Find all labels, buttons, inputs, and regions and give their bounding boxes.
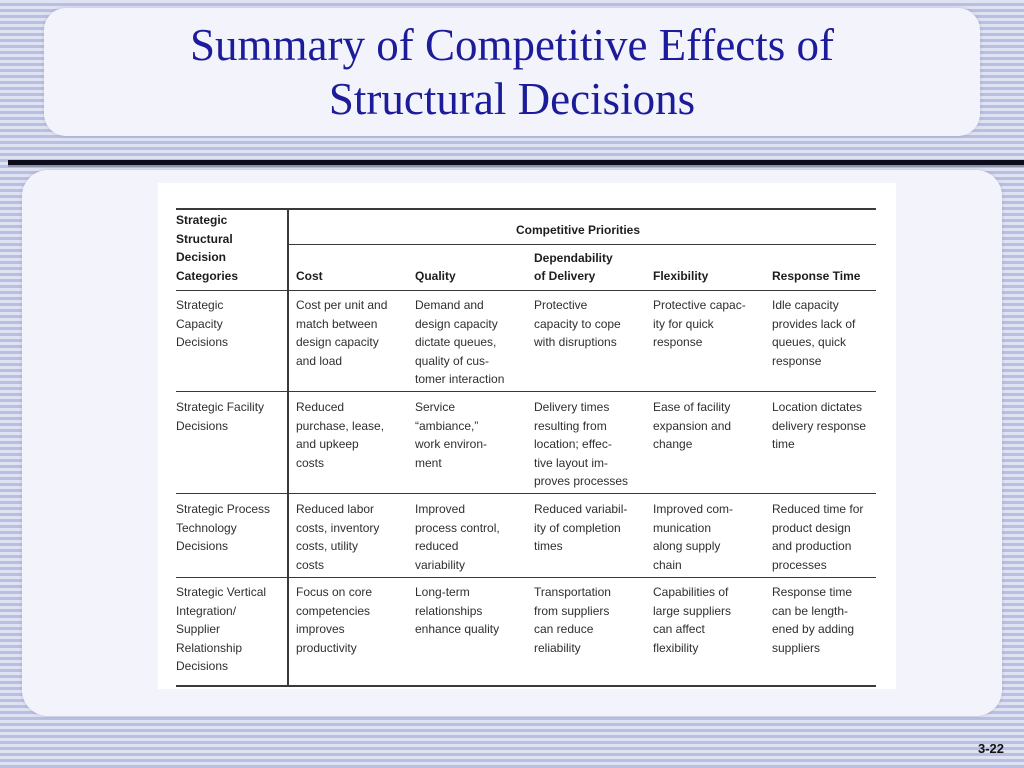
table-cell-line: competencies — [296, 603, 371, 618]
table-cell-line: can reduce — [534, 622, 594, 636]
row-rule-2 — [176, 493, 876, 494]
table-cell-line: Focus on core — [296, 585, 373, 599]
divider-rule-shadow — [8, 165, 1024, 167]
table-cell-line: processes — [772, 557, 827, 572]
table-cell-line: Service — [415, 400, 456, 414]
table-cell-line: productivity — [296, 640, 357, 655]
row-category-line: Decisions — [176, 418, 229, 433]
row-category-line: Decisions — [176, 659, 229, 673]
row-category-line: Strategic — [176, 298, 224, 312]
table-cell-line: chain — [653, 557, 682, 572]
table-cell-line: ment — [415, 455, 442, 470]
table-cell-line: costs — [296, 455, 325, 470]
table-cell-line: design capacity — [415, 316, 498, 331]
column-header-dependability-line-2: of Delivery — [534, 269, 596, 283]
table-cell-line: relationships — [415, 603, 483, 618]
column-header-quality: Quality — [415, 269, 456, 283]
table-cell-line: Protective — [534, 298, 588, 312]
table-cell-line: queues, quick — [772, 335, 847, 349]
title-panel — [44, 8, 980, 136]
priorities-table — [158, 183, 896, 689]
table-cell-line: times — [534, 539, 563, 553]
table-cell-line: Reduced labor — [296, 502, 375, 516]
table-cell-line: flexibility — [653, 640, 699, 655]
table-cell-line: resulting from — [534, 418, 607, 433]
table-cell-line: costs — [296, 557, 325, 572]
table-cell-line: response — [653, 335, 703, 349]
table-cell-line: Improved com- — [653, 502, 734, 516]
table-cell-line: ened by adding — [772, 622, 855, 636]
table-cell-line: change — [653, 437, 693, 451]
table-cell-line: capacity to cope — [534, 316, 621, 331]
table-cell-line: variability — [415, 557, 466, 572]
table-bottom-rule — [176, 685, 876, 687]
table-cell-line: tomer interaction — [415, 372, 505, 386]
category-header-line-3: Decision — [176, 250, 227, 264]
table-cell-line: Reduced variabil- — [534, 502, 628, 516]
table-cell-line: “ambiance,” — [415, 418, 479, 433]
table-cell-line: improves — [296, 622, 345, 636]
table-cell-line: time — [772, 437, 795, 451]
table-cell-line: can be length- — [772, 603, 849, 618]
row-category-line: Supplier — [176, 622, 221, 636]
category-column-rule — [287, 210, 289, 686]
table-cell-line: and load — [296, 353, 343, 368]
table-cell-line: reliability — [534, 640, 581, 655]
slide-title-line-2: Structural Decisions — [328, 74, 696, 124]
table-cell-line: large suppliers — [653, 603, 732, 618]
slide-title — [44, 18, 980, 126]
table-cell-line: along supply — [653, 539, 721, 553]
slide-title-line-1: Summary of Competitive Effects of — [189, 20, 835, 70]
row-category-line: Capacity — [176, 316, 223, 331]
table-cell-line: Delivery times — [534, 400, 610, 414]
row-category-line: Relationship — [176, 640, 243, 655]
category-header-line-1: Strategic — [176, 213, 228, 227]
table-cell-line: match between — [296, 316, 378, 331]
table-cell-line: can affect — [653, 622, 705, 636]
table-cell-line: Idle capacity — [772, 298, 839, 312]
group-header: Competitive Priorities — [516, 223, 641, 237]
group-header-rule — [288, 244, 876, 245]
row-category-line: Technology — [176, 520, 237, 535]
column-header-response-time: Response Time — [772, 269, 861, 283]
row-category-line: Strategic Process — [176, 502, 271, 516]
table-cell-line: Reduced time for — [772, 502, 864, 516]
row-category-line: Integration/ — [176, 603, 237, 618]
table-cell-line: Location dictates — [772, 400, 863, 414]
row-rule-3 — [176, 577, 876, 578]
slide-number: 3-22 — [978, 741, 1005, 756]
table-cell-line: design capacity — [296, 335, 379, 349]
table-cell-line: costs, utility — [296, 539, 359, 553]
table-cell-line: reduced — [415, 539, 459, 553]
header-bottom-rule — [176, 290, 876, 291]
table-cell-line: Ease of facility — [653, 400, 731, 414]
table-cell-line: location; effec- — [534, 437, 612, 451]
category-header-line-4: Categories — [176, 268, 239, 283]
table-cell-line: from suppliers — [534, 603, 610, 618]
table-cell-line: Improved — [415, 502, 466, 516]
table-cell-line: with disruptions — [534, 335, 617, 349]
category-header-line-2: Structural — [176, 231, 233, 246]
table-cell-line: Transportation — [534, 585, 611, 599]
table-cell-line: enhance quality — [415, 622, 500, 636]
row-rule-1 — [176, 391, 876, 392]
table-cell-line: tive layout im- — [534, 455, 609, 470]
table-cell-line: and upkeep — [296, 437, 359, 451]
table-cell-line: work environ- — [415, 437, 488, 451]
table-top-rule — [176, 208, 876, 210]
table-cell-line: Response time — [772, 585, 853, 599]
row-category-line: Strategic Vertical — [176, 585, 267, 599]
row-category-line: Decisions — [176, 335, 229, 349]
table-cell-line: Long-term — [415, 585, 470, 599]
table-cell-line: Reduced — [296, 400, 345, 414]
table-cell-line: Capabilities of — [653, 585, 729, 599]
table-cell-line: product design — [772, 520, 851, 535]
table-cell-line: proves processes — [534, 474, 629, 488]
column-header-flexibility: Flexibility — [653, 269, 709, 283]
table-cell-line: and production — [772, 539, 852, 553]
table-cell-line: process control, — [415, 520, 500, 535]
table-cell-line: expansion and — [653, 418, 732, 433]
table-cell-line: delivery response — [772, 418, 867, 433]
table-cell-line: suppliers — [772, 640, 821, 655]
table-cell-line: provides lack of — [772, 316, 856, 331]
table-cell-line: Protective capac- — [653, 298, 746, 312]
column-header-cost: Cost — [296, 269, 323, 283]
table-cell-line: ity of completion — [534, 520, 621, 535]
column-header-dependability-line-1: Dependability — [534, 250, 613, 265]
table-cell-line: ity for quick — [653, 316, 714, 331]
table-cell-line: Demand and — [415, 298, 484, 312]
row-category-line: Strategic Facility — [176, 400, 265, 414]
table-cell-line: munication — [653, 520, 712, 535]
table-cell-line: costs, inventory — [296, 520, 380, 535]
table-cell-line: Cost per unit and — [296, 298, 388, 312]
table-cell-line: response — [772, 353, 822, 368]
table-cell-line: dictate queues, — [415, 335, 497, 349]
row-category-line: Decisions — [176, 539, 229, 553]
table-cell-line: quality of cus- — [415, 353, 490, 368]
table-cell-line: purchase, lease, — [296, 418, 385, 433]
